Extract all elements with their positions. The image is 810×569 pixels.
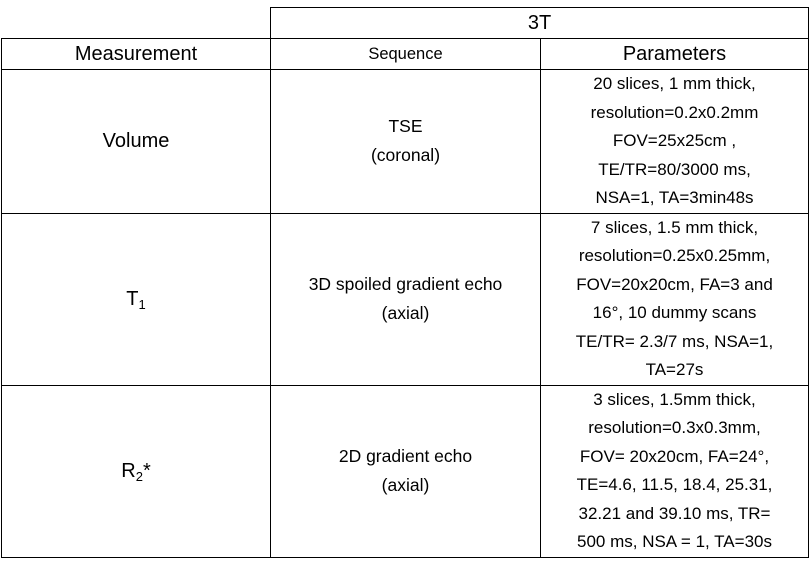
parameter-line: FOV=20x20cm, FA=3 and xyxy=(576,274,773,294)
parameter-line: TA=27s xyxy=(645,360,704,379)
parameter-line: 16°, 10 dummy scans xyxy=(592,303,757,322)
parameters-cell xyxy=(541,385,809,557)
parameter-line: NSA=1, TA=3min48s xyxy=(595,188,754,207)
field-strength-header: 3T xyxy=(271,8,809,39)
measurement-label: R xyxy=(121,459,136,482)
sequence-header: Sequence xyxy=(271,39,541,70)
sequence-line: TSE xyxy=(388,116,423,137)
parameters-cell xyxy=(541,213,809,385)
mri-parameters-table xyxy=(1,7,809,558)
sequence-line: (axial) xyxy=(381,475,430,495)
measurement-cell xyxy=(2,70,271,214)
measurement-header: Measurement xyxy=(2,39,271,70)
column-header-row xyxy=(2,39,809,70)
table-row xyxy=(2,213,809,385)
parameters-header: Parameters xyxy=(541,39,809,70)
sequence-line: 2D gradient echo xyxy=(338,446,473,466)
header-group-row xyxy=(2,8,809,39)
measurement-subscript: 1 xyxy=(138,296,146,312)
sequence-line: 3D spoiled gradient echo xyxy=(308,274,503,294)
parameter-line: TE/TR=80/3000 ms, xyxy=(598,159,751,179)
sequence-cell xyxy=(271,385,541,557)
parameter-line: TE=4.6, 11.5, 18.4, 25.31, xyxy=(576,475,773,494)
sequence-line: (coronal) xyxy=(370,145,441,166)
measurement-cell xyxy=(2,213,271,385)
measurement-cell xyxy=(2,385,271,557)
parameters-cell xyxy=(541,70,809,214)
parameter-line: 3 slices, 1.5mm thick, xyxy=(593,389,756,409)
measurement-label: T xyxy=(126,287,139,310)
table-row xyxy=(2,385,809,557)
parameter-line: 7 slices, 1.5 mm thick, xyxy=(590,217,759,237)
parameter-line: 500 ms, NSA = 1, TA=30s xyxy=(577,532,772,551)
parameter-line: resolution=0.2x0.2mm xyxy=(590,102,759,122)
parameter-line: resolution=0.25x0.25mm, xyxy=(578,246,771,265)
sequence-cell xyxy=(271,213,541,385)
parameter-line: FOV= 20x20cm, FA=24°, xyxy=(579,446,770,466)
measurement-suffix: * xyxy=(142,459,151,482)
parameter-line: TE/TR= 2.3/7 ms, NSA=1, xyxy=(575,331,774,351)
measurement-label: Volume xyxy=(102,129,170,152)
table-row xyxy=(2,70,809,214)
sequence-cell xyxy=(271,70,541,214)
measurement-subscript: 2 xyxy=(135,468,143,484)
sequence-line: (axial) xyxy=(381,303,430,323)
empty-corner-cell xyxy=(2,8,271,39)
parameter-line: 32.21 and 39.10 ms, TR= xyxy=(578,503,771,523)
parameter-line: FOV=25x25cm , xyxy=(612,131,737,150)
parameter-line: 20 slices, 1 mm thick, xyxy=(593,74,756,93)
parameter-line: resolution=0.3x0.3mm, xyxy=(588,418,761,437)
